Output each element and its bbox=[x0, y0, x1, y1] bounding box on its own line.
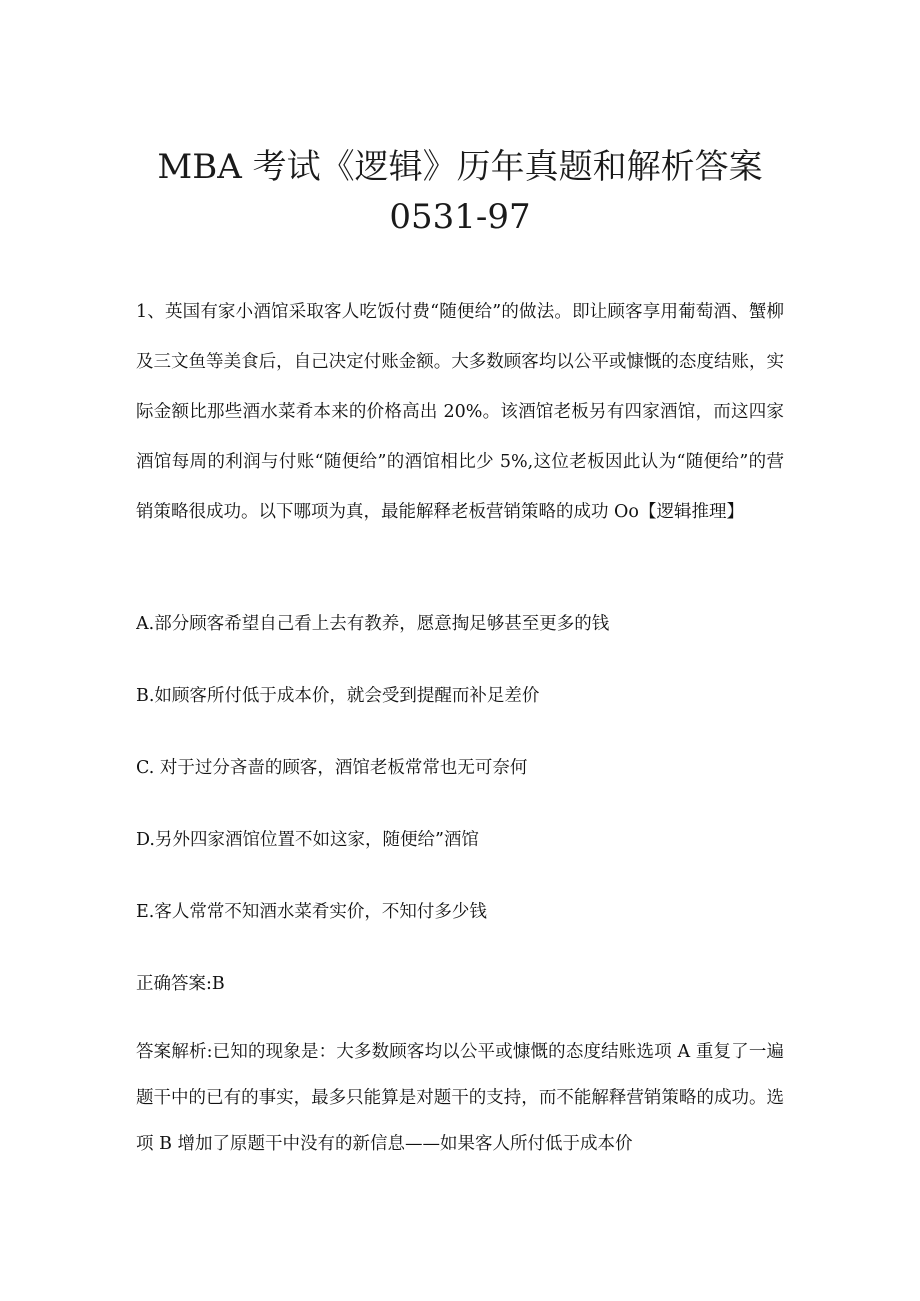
option-c: C. 对于过分吝啬的顾客，酒馆老板常常也无可奈何 bbox=[136, 758, 528, 778]
option-e: E.客人常常不知酒水菜肴实价，不知付多少钱 bbox=[136, 902, 487, 922]
option-d: D.另外四家酒馆位置不如这家，随便给”酒馆 bbox=[136, 830, 479, 850]
title-line-2: 0531-97 bbox=[389, 197, 531, 237]
option-a: A.部分顾客希望自己看上去有教养，愿意掏足够甚至更多的钱 bbox=[136, 614, 610, 634]
answer-analysis: 答案解析:已知的现象是：大多数顾客均以公平或慷慨的态度结账选项 A 重复了一遍题干中的已有的事实，最多只能算是对题干的支持，而不能解释营销策略的成功。选项 B 增加了原题干中没有的新信息——如果客人所付低于成本价 bbox=[136, 1042, 784, 1154]
option-b: B.如顾客所付低于成本价，就会受到提醒而补足差价 bbox=[136, 686, 540, 706]
title-line-1: MBA 考试《逻辑》历年真题和解析答案 bbox=[157, 147, 763, 187]
document-title bbox=[0, 142, 920, 242]
correct-answer: 正确答案:B bbox=[136, 974, 225, 994]
question-text: 1、英国有家小酒馆采取客人吃饭付费“随便给”的做法。即让顾客享用葡萄酒、蟹柳及三文鱼等美食后，自己决定付账金额。大多数顾客均以公平或慷慨的态度结账，实际金额比那些酒水菜肴本来的价格高出 20%。该酒馆老板另有四家酒馆，而这四家酒馆每周的利润与付账“随便给”的酒馆相比少 5%,这位老板因此认为“随便给”的营销策略很成功。以下哪项为真，最能解释老板营销策略的成功 Oo【逻辑推理】 bbox=[136, 302, 784, 522]
